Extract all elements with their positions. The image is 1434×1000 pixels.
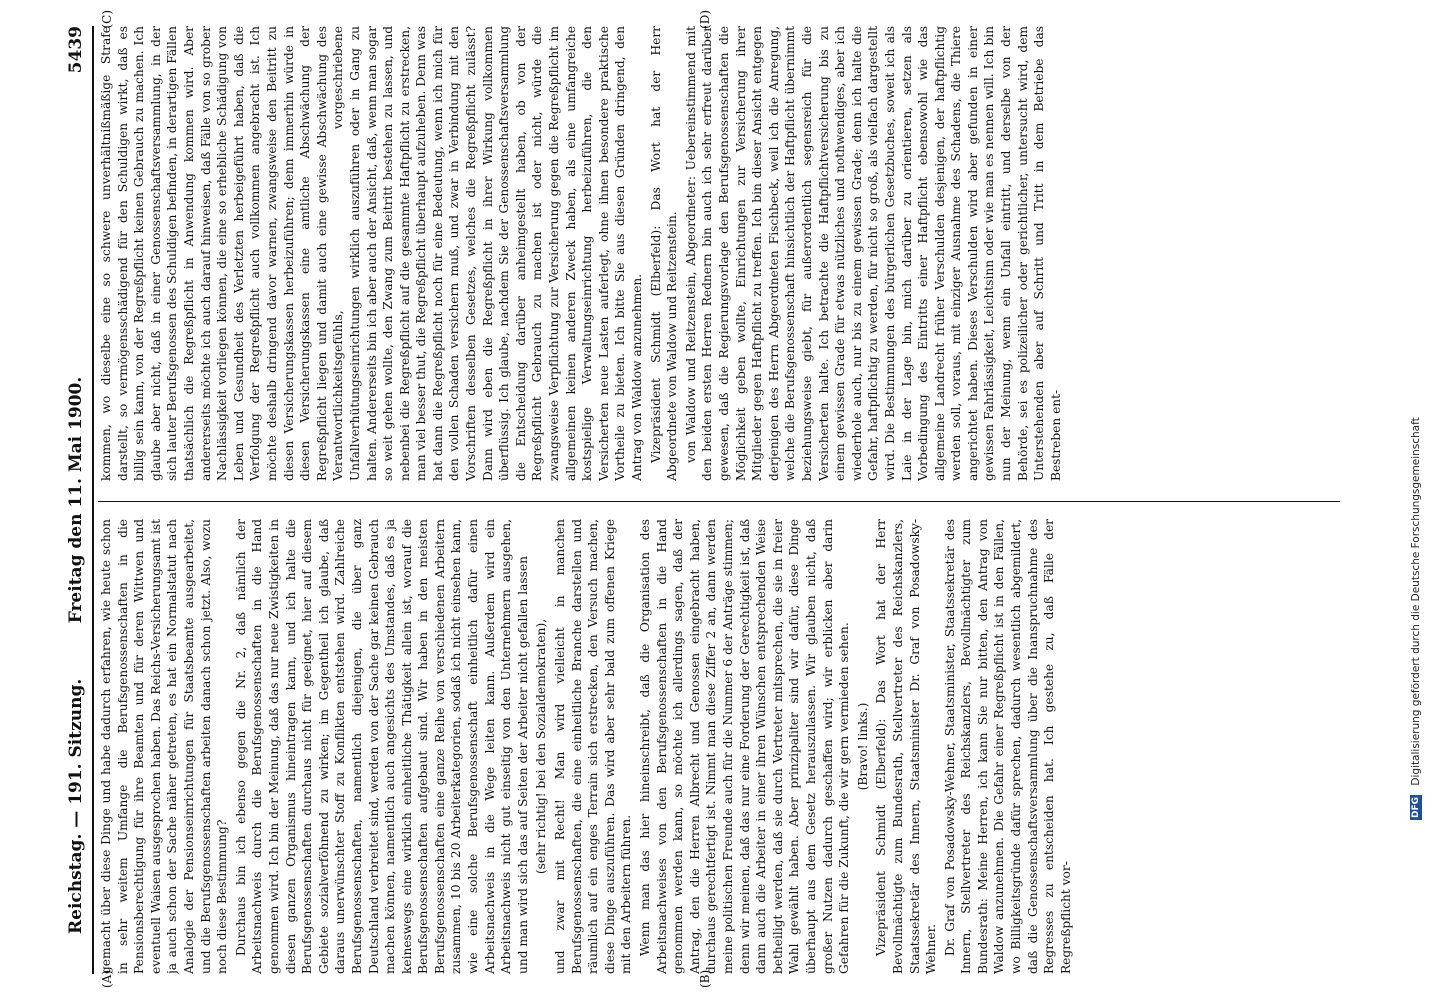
paragraph: und zwar mit Recht! Man wird vielleicht in manchen Berufsgenossenschaften, die eine einheitliche Branche darstellen und räumlich auf ein enges Terrain sich erstrecken, den Versuch machen, diese Dinge auszuführen. Das wird aber sehr bald zum offenen Kriege mit den Arbeitern führen. xyxy=(553,519,634,974)
column-divider xyxy=(98,501,1340,502)
left-column xyxy=(98,519,1340,974)
text-columns xyxy=(98,10,1340,988)
page-number: 5439 xyxy=(66,26,86,74)
right-column xyxy=(98,26,1340,481)
scanned-page xyxy=(50,10,1350,990)
digitization-text: Digitalisierung gefördert durch die Deutsche Forschungsgemeinschaft xyxy=(1410,417,1422,786)
margin-mark-c: (C) xyxy=(100,10,114,29)
digitization-note xyxy=(1410,40,1432,820)
speech: von Waldow und Reitzenstein, Abgeordneter: Uebereinstimmend mit den beiden ersten Herren Rednern bin auch ich sehr erfreut darüber gewesen, daß die Regierungsvorlage den Berufsgenossenschaften die Möglichkeit geben wollte, Einrichtungen zur Versicherung ihrer Mitglieder gegen Haftpflicht zu treffen. Ich bin dieser Ansicht entgegen derjenigen des Herrn Abgeordneten Fischbeck, weil ich die Anregung, welche die Berufsgenossenschaft hinsichtlich der Haftpflicht übernimmt beziehungsweise giebt, für außerordentlich segensreich für die Versicherten halte. Ich betrachte die Haftpflichtversicherung bis zu einem gewissen Grade für etwas nützliches und nothwendiges, aber ich wiederhole auch, nur bis zu einem gewissen Grade; denn ich halte die Gefahr, haftpflichtig zu werden, für nicht so groß, als vielfach dargestellt wird. Die Bestimmungen des bürgerlichen Gesetzbuches, soweit ich als Laie in der Lage bin, mich darüber zu orientieren, setzen als Vorbedingung des Eintritts einer Haftpflicht ebensowohl wie das allgemeine Landrecht früher Verschulden desjenigen, der haftpflichtig werden soll, voraus, mit einziger Ausnahme des Schadens, die Thiere angerichtet haben. Dieses Verschulden wird aber gefunden in einer gewissen Fahrlässigkeit, Leichtsinn oder wie man es nennen will. Ich bin nun der Meinung, wenn ein Unfall eintritt, und derselbe von der Behörde, sei es polizeilicher oder gerichtlicher, untersucht wird, dem Unterstehenden aber auf Schritt und Tritt in dem Betriebe das Bestreben ent- xyxy=(683,26,1063,481)
paragraph: Wenn man das hier hineinschreibt, daß die Organisation des Arbeitsnachweises von den Berufsgenossenschaften in die Hand genommen werden kann, so möchte ich allerdings sagen, daß der Antrag, den die Herren Albrecht und Genossen eingebracht haben, durchaus gerechtfertigt ist. Nimmt man diese Ziffer 2 an, dann werden meine politischen Freunde auch für die Nummer 6 der Anträge stimmen; denn wir meinen, daß das nur eine Forderung der Gerechtigkeit ist, daß dann auch die Arbeiter in einer ihren Wünschen entsprechenden Weise betheiligt werden, daß sie durch Vertreter mitsprechen, die sie in freier Wahl gewählt haben. Aber prinzipaliter sind wir dafür, diese Dinge überhaupt aus dem Gesetz herauszulassen. Wir glauben nicht, daß großer Nutzen dadurch geschaffen wird; wir erblicken aber darin Gefahren für die Zukunft, die wir gern vermieden sehen. xyxy=(638,519,852,974)
speech: Dr. Graf von Posadowsky-Wehner, Staatsminister, Staatssekretär des Innern, Stellvertreter des Reichskanzlers, Bevollmächtigter zum Bundesrath: Meine Herren, ich kann Sie nur bitten, den Antrag von Waldow anzunehmen. Die Gefahr einer Regreßpflicht ist in den Fällen, wo Billigkeitsgründe dafür sprechen, dadurch wesentlich abgemildert, daß die Genossenschaftsversammlung über die Inanspruchnahme des Regresses zu entscheiden hat. Ich gestehe zu, daß Fälle der Regreßpflicht vor- xyxy=(942,519,1073,974)
dfg-logo: DFG xyxy=(1411,796,1421,818)
interjection: (sehr richtig! bei den Sozialdemokraten), xyxy=(534,618,549,875)
paragraph: Durchaus bin ich ebenso gegen die Nr. 2, daß nämlich der Arbeitsnachweis durch die Berufsgenossenschaften in die Hand genommen wird. Ich bin der Meinung, daß das nur neue Zwistigkeiten in diesen ganzen Organismus hineintragen kann, und ich halte die Berufsgenossenschaften durchaus nicht für geeignet, hier auf diesem Gebiete sozialverföhnend zu wirken; im Gegentheil ich glaube, daß daraus unerwünschter Stoff zu Konflikten entstehen wird. Zahlreiche Berufsgenossenschaften, namentlich diejenigen, die über ganz Deutschland verbreitet sind, werden von der Sache gar keinen Gebrauch machen können, namentlich auch angesichts des Umstandes, daß es ja keineswegs eine wirklich einheitliche Thätigkeit allein ist, worauf die Berufsgenossenschaften aufgebaut sind. Wir haben in den meisten Berufsgenossenschaften eine ganze Reihe von verschiedenen Arbeitern zusammen, 10 bis 20 Arbeiterkategorien, sodaß ich nicht einsehen kann, wie eine solche Berufsgenossenschaft einheitlich dafür einen Arbeitsnachweis in die Wege leiten kann. Außerdem wird ein Arbeitsnachweis nicht gut einseitig von den Unternehmern ausgehen, und man wird sich das auf Seiten der Arbeiter nicht gefallen lassen xyxy=(233,519,530,974)
interjection: (Bravo! links.) xyxy=(855,702,870,791)
header-date: Freitag den 11. Mai 1900. xyxy=(66,376,86,624)
margin-mark-b: (B) xyxy=(698,969,712,988)
margin-mark-d: (D) xyxy=(698,10,712,29)
margin-mark-a: (A) xyxy=(100,969,114,988)
paragraph: gemacht über diese Dinge und habe dadurch erfahren, wie heute schon in sehr weitem Umfange die Berufsgenossenschaften in die Pensionsberechtigung für ihre Beamten und für deren Wittwen und eventuell Waisen ausgesprochen haben. Das Reichs-Versicherungsamt ist ja auch schon der Sache näher getreten, es hat ein Normalstatut nach Analogie der Pensionseinrichtungen für Staatsbeamte ausgearbeitet, und die Berufsgenossenschaften arbeiten danach schon jetzt. Also, wozu noch diese Bestimmung? xyxy=(99,519,230,974)
speaker-call: Vizepräsident Schmidt (Elberfeld): Das Wort hat der Herr Abgeordnete von Waldow und Reitzenstein. xyxy=(648,26,680,481)
header-session: Reichstag. — 191. Sitzung. xyxy=(66,678,86,934)
paragraph: kommen, wo dieselbe eine so schwere unverhältnißmäßige Strafe darstellt, so vermögensschädigend für den Schuldigen wirkt, daß es billig sein kann, von der Regreßpflicht keinen Gebrauch zu machen. Ich glaube aber nicht, daß in einer Genossenschaftsversammlung, in der sich lauter Berufsgenossen des Schuldigen befinden, in derartigen Fällen thatsächlich die Regreßpflicht in Anwendung kommen wird. Aber andererseits möchte ich auch darauf hinweisen, daß Fälle von so grober Nachlässigkeit vorliegen können, die eine so erhebliche Schädigung von Leben und Gesundheit des Verletzten herbeigeführt haben, daß die Verfolgung der Regreßpflicht auch vollkommen angebracht ist. Ich möchte deshalb dringend davor warnen, zwangsweise den Beitritt zu diesen Versicherungskassen herbeizuführen; denn immerhin würde in diesen Versicherungskassen eine amtliche Abschwächung der Regreßpflicht liegen und damit auch eine gewisse Abschwächung des Verantwortlichkeitsgefühls, vorgeschriebene Unfallverhütungseinrichtungen wirklich auszuführen oder in Gang zu halten. Andererseits bin ich aber auch der Ansicht, daß, wenn man sogar so weit gehen wollte, den Zwang zum Beitritt bestehen zu lassen, und nebenbei die Regreßpflicht auf die gesammte Haftpflicht zu erstrecken, man viel besser thut, die Regreßpflicht überhaupt aufzuheben. Denn was hat dann die Regreßpflicht noch für eine Bedeutung, wenn ich mich für den vollen Schaden versichern muß, und zwar in Verbindung mit den Vorschriften desselben Gesetzes, welches die Regreßpflicht zulässt? Dann wird eben die Regreßpflicht in ihrer Wirkung vollkommen überflüssig. Ich glaube, nachdem Sie der Genossenschaftsversammlung die Entscheidung darüber anheimgestellt haben, ob von der Regreßpflicht Gebrauch zu machen ist oder nicht, würde die zwangsweise Verpflichtung zur Versicherung gegen die Regreßpflicht im allgemeinen keinen anderen Zweck haben, als eine umfangreiche kostspielige Verwaltungseinrichtung herbeizuführen, die den Versicherten neue Lasten auferlegt, ohne ihnen besondere praktische Vortheile zu bieten. Ich bitte Sie aus diesen Gründen dringend, den Antrag von Waldow anzunehmen. xyxy=(99,26,644,481)
page-header xyxy=(64,26,94,974)
speaker-call: Vizepräsident Schmidt (Elberfeld): Das Wort hat der Herr Bevollmächtigte zum Bundesrath, Stellvertreter des Reichskanzlers, Staatssekretär des Innern, Staatsminister Dr. Graf von Posadowsky-Wehner. xyxy=(874,519,939,974)
